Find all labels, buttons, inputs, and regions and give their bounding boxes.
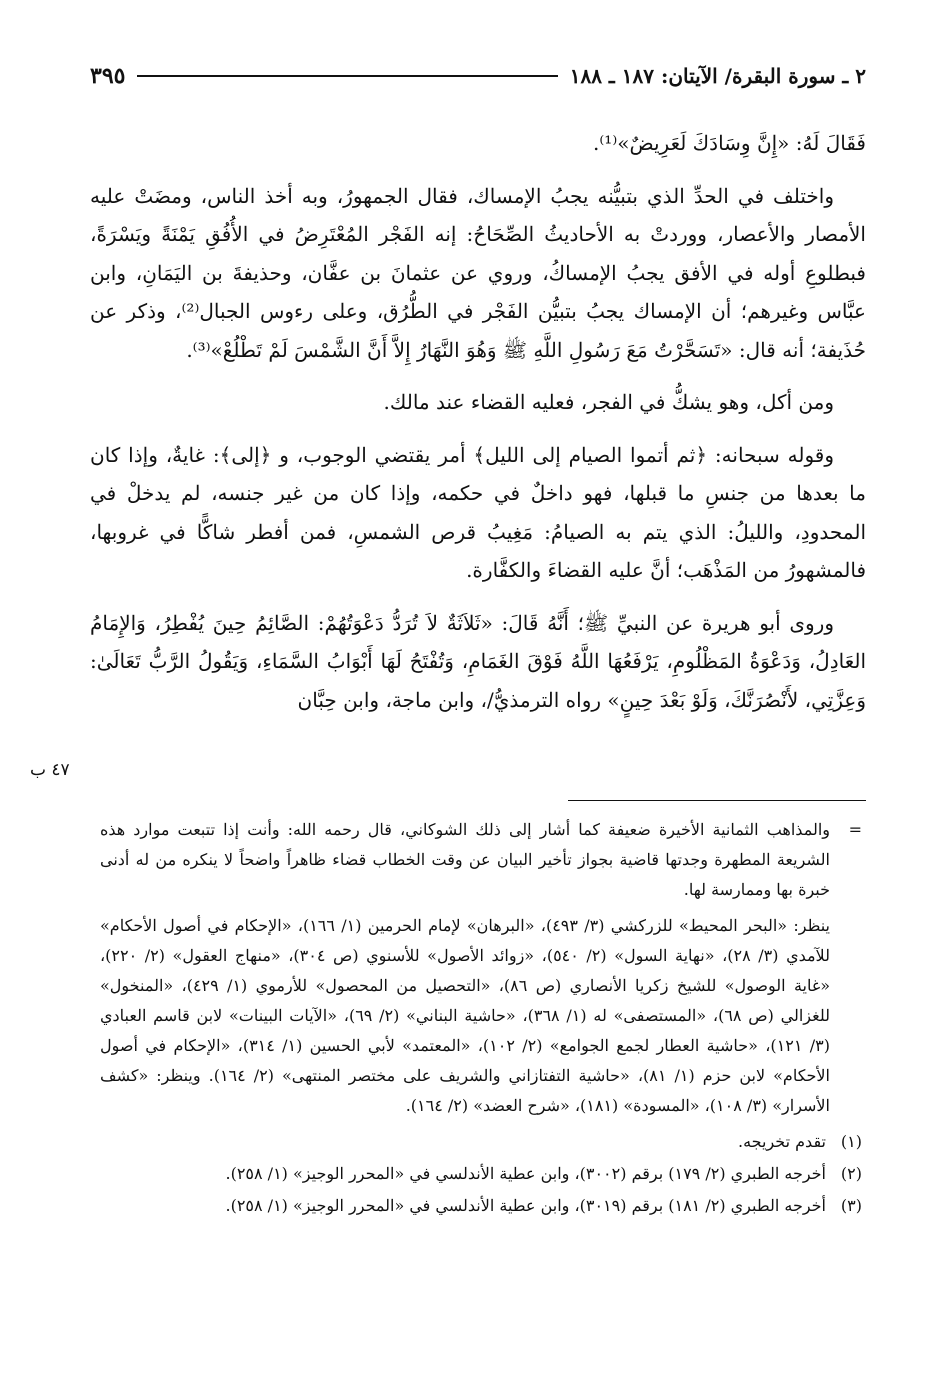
paragraph: واختلف في الحدِّ الذي بتبيُّنه يجبُ الإمساك، فقال الجمهورُ، وبه أخذ الناس، ومضَتْ عليه الأمصار والأعصار، ووردتْ به الأحاديثُ الصِّحَاحُ: إنه الفَجْر المُعْتَرِضُ في الأُفُقِ يَمْنَةً ويَسْرَةً، فبطلوعِ أوله في الأفق يجبُ الإمساكُ، وروي عن عثمانَ بن عفَّان، وحذيفةَ بن اليَمَانِ، وابن عبَّاس وغيرهم؛ أن الإمساك يجبُ بتبيُّن الفَجْر في الطُّرُق، وعلى رءوس الجبال⁽²⁾، وذكر عن حُذَيفة؛ أنه قال: «تَسَحَّرْتُ مَعَ رَسُولِ اللَّهِ ﷺ وَهُوَ النَّهَارُ إِلاَّ أَنَّ الشَّمْسَ لَمْ تَطْلُعْ»⁽³⁾. [90, 183, 866, 362]
main-text [90, 124, 866, 733]
footnote-number: (٣) [840, 1196, 862, 1215]
footnote-number: (١) [840, 1132, 862, 1151]
footnote-continuation [100, 815, 862, 905]
footnote-text: أخرجه الطبري (٢/ ١٧٩) برقم (٣٠٠٢)، وابن عطية الأندلسي في «المحرر الوجيز» (١/ ٢٥٨). [225, 1164, 826, 1183]
continuation-text: والمذاهب الثمانية الأخيرة ضعيفة كما أشار إلى ذلك الشوكاني، قال رحمه الله: وأنت إذا تتبعت موارد هذه الشريعة المطهرة وجدتها قاضية بجواز تأخير البيان عن وقت الخطاب قضاء ظاهراً واضحاً لا ينكره من له أدنى خبرة بها وممارسة لها. [100, 820, 830, 899]
footnote-item [100, 1191, 862, 1221]
footnote-text: أخرجه الطبري (٢/ ١٨١) برقم (٣٠١٩)، وابن عطية الأندلسي في «المحرر الوجيز» (١/ ٢٥٨). [225, 1196, 826, 1215]
page-number: ٣٩٥ [90, 63, 126, 89]
paragraph: ومن أكل، وهو يشكُّ في الفجر، فعليه القضاء عند مالك. [383, 390, 834, 414]
footnote-references: ينظر: «البحر المحيط» للزركشي (٣/ ٤٩٣)، «البرهان» لإمام الحرمين (١/ ١٦٦)، «الإحكام في أصول الأحكام» للآمدي (٣/ ٢٨)، «نهاية السول» (٢/ ٥٤٠)، «زوائد الأصول» للأسنوي (ص ٣٠٤)، «منهاج العقول» (٢/ ٢٢٠)، «غاية الوصول» للشيخ زكريا الأنصاري (ص ٨٦)، «التحصيل من المحصول» للأرموي (١/ ٤٢٩)، «المنخول» للغزالي (ص ٦٨)، «المستصفى» له (١/ ٣٦٨)، «حاشية البناني» (٢/ ٦٩)، «الآيات البينات» لابن قاسم العبادي (٣/ ١٢١)، «حاشية العطار لجمع الجوامع» (٢/ ١٠٢)، «المعتمد» لأبي الحسين (١/ ٣١٤)، «الإحكام في أصول الأحكام» لابن حزم (١/ ٨١)، «حاشية التفتازاني والشريف على مختصر المنتهى» (٢/ ١٦٤). وينظر: «كشف الأسرار» (٣/ ١٠٨)، «المسودة» (١٨١)، «شرح العضد» (٢/ ١٦٤). [100, 916, 831, 1115]
footnotes [100, 815, 862, 1223]
paragraph: فَقَالَ لَهُ: «إِنَّ وِسَادَكَ لَعَرِيضٌ»⁽¹⁾. [593, 131, 866, 155]
footnote-number: (٢) [840, 1164, 862, 1183]
header-title: ٢ ـ سورة البقرة/ الآيتان: ١٨٧ ـ ١٨٨ [569, 64, 866, 88]
continuation-marker: = [848, 820, 862, 839]
paragraph: وروى أبو هريرة عن النبيِّ ﷺ؛ أَنَّهُ قَالَ: «ثَلاَثَةٌ لاَ تُرَدُّ دَعْوَتُهُمْ: الصَّائِمُ حِينَ يُفْطِرُ، وَالإِمَامُ العَادِلُ، وَدَعْوَةُ المَظْلُومِ، يَرْفَعُهَا اللَّهُ فَوْقَ الغَمَامِ، وَتُفْتَحُ لَهَا أَبْوَابُ السَّمَاءِ، وَيَقُولُ الرَّبُّ تَعَالَىٰ: وَعِزَّتِي، لأَنْصُرَنَّكَ، وَلَوْ بَعْدَ حِينٍ» رواه الترمذيُّ/، وابن ماجة، وابن حِبَّان [90, 610, 866, 712]
footnote-item [100, 1127, 862, 1157]
paragraph: وقوله سبحانه: ﴿ثم أتموا الصيام إلى الليل﴾ أمر يقتضي الوجوب، و ﴿إلى﴾: غايةٌ، وإذا كان ما بعدها من جنسِ ما قبلها، فهو داخلٌ في حكمه، وإذا كان من غير جنسه، لم يدخلْ في المحدودِ، والليلُ: الذي يتم به الصيامُ: مَغِيبُ قرص الشمسِ، فمن أفطر شاكًّا في غروبها، فالمشهورُ من المَذْهَب؛ أنَّ عليه القضاءَ والكفَّارة. [90, 442, 866, 582]
margin-folio-note: ٤٧ ب [30, 760, 70, 780]
footnote-item [100, 1159, 862, 1189]
footnote-text: تقدم تخريجه. [738, 1132, 826, 1151]
footnote-separator [568, 800, 866, 801]
header-rule [137, 75, 557, 77]
running-header [90, 58, 866, 94]
